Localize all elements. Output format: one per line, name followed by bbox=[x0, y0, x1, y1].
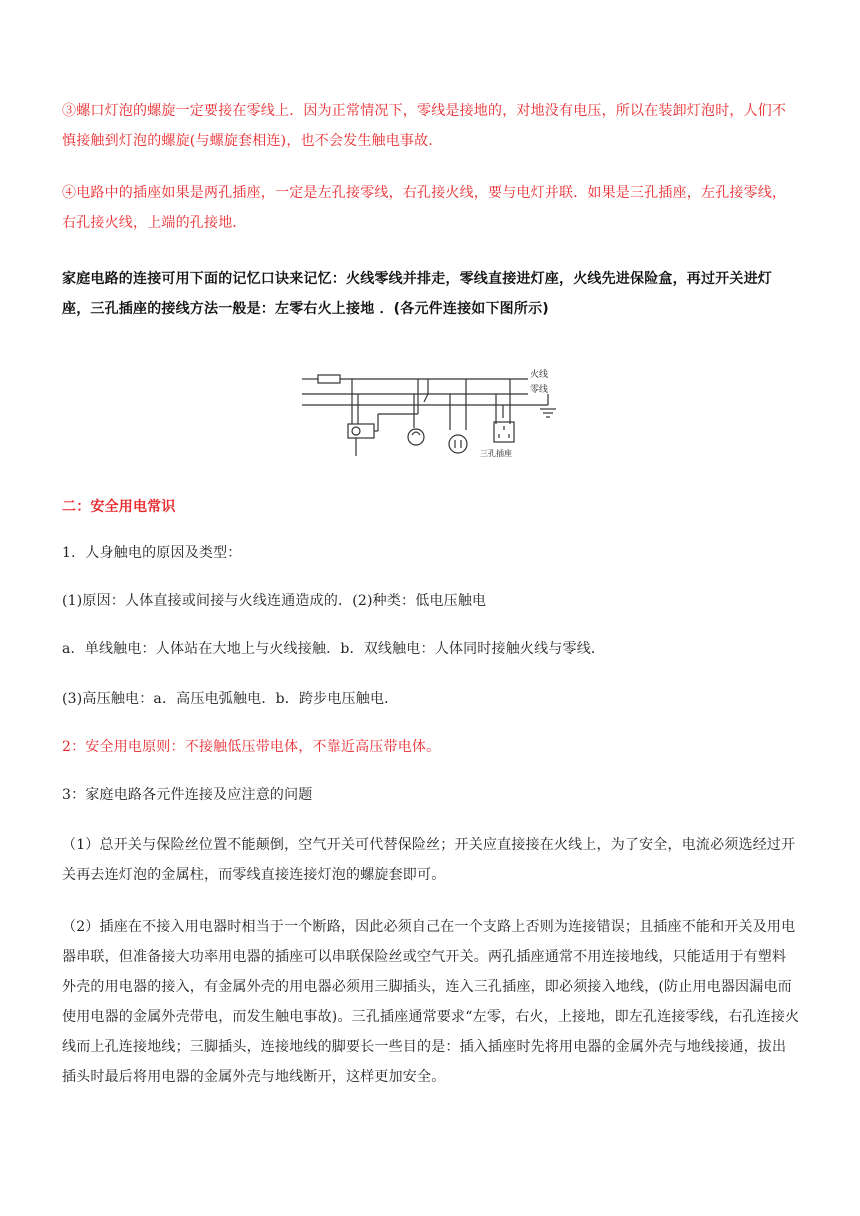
wiring-diagram-svg bbox=[300, 352, 560, 464]
item-3-title: 3：家庭电路各元件连接及应注意的问题 bbox=[62, 787, 313, 803]
item-1-line-2: a．单线触电：人体站在大地上与火线接触．b．双线触电：人体同时接触火线与零线． bbox=[62, 641, 606, 657]
socket-label: 三孔插座 bbox=[480, 449, 512, 458]
item-1-title: 1．人身触电的原因及类型： bbox=[62, 545, 242, 561]
live-wire-label: 火线 bbox=[530, 370, 549, 380]
item-3-paragraph-2: （2）插座在不接入用电器时相当于一个断路，因此必须自己在一个支路上否则为连接错误；且插座不能和开关及用电器串联，但准备接大功率用电器的插座可以串联保险丝或空气开关。两孔插座通常不用连接地线，只能适用于有塑料外壳的用电器的接入，有金属外壳的用电器必须用三脚插头，连入三孔插座，即必须接入地线，(防止用电器因漏电而使用电器的金属外壳带电，而发生触电事故)。三孔插座通常要求“左零，右火，上接地，即左孔连接零线，右孔连接火线而上孔连接地线；三脚插头，连接地线的脚要长一些目的是：插入插座时先将用电器的金属外壳与地线接通，拔出插头时最后将用电器的金属外壳与地线断开，这样更加安全。 bbox=[62, 919, 800, 1085]
point-3-paragraph: ③螺口灯泡的螺旋一定要接在零线上．因为正常情况下，零线是接地的，对地没有电压，所以在装卸灯泡时，人们不慎接触到灯泡的螺旋(与螺旋套相连)，也不会发生触电事故． bbox=[62, 103, 787, 149]
neutral-wire-label: 零线 bbox=[530, 385, 549, 395]
item-2-principle: 2：安全用电原则：不接触低压带电体，不靠近高压带电体。 bbox=[62, 739, 441, 755]
bulb-icon bbox=[408, 429, 424, 445]
two-hole-socket-icon bbox=[449, 435, 467, 453]
item-1-line-3: (3)高压触电：a．高压电弧触电．b．跨步电压触电． bbox=[62, 691, 399, 707]
fuse-icon bbox=[318, 375, 340, 383]
three-hole-socket-icon bbox=[494, 422, 514, 442]
item-1-line-1: (1)原因：人体直接或间接与火线连通造成的．(2)种类：低电压触电 bbox=[62, 593, 487, 609]
wiring-diagram bbox=[300, 352, 560, 464]
item-3-paragraph-1: （1）总开关与保险丝位置不能颠倒，空气开关可代替保险丝；开关应直接接在火线上，为了安全，电流必须选经过开关再去连灯泡的金属柱，而零线直接连接灯泡的螺旋套即可。 bbox=[62, 837, 796, 883]
section-2-heading: 二：安全用电常识 bbox=[62, 499, 176, 515]
mnemonic-paragraph: 家庭电路的连接可用下面的记忆口诀来记忆：火线零线并排走，零线直接进灯座，火线先进保险盒，再过开关进灯座，三孔插座的接线方法一般是：左零右火上接地 ．(各元件连接如下图所示) bbox=[62, 271, 772, 317]
point-4-paragraph: ④电路中的插座如果是两孔插座，一定是左孔接零线，右孔接火线，要与电灯并联．如果是三孔插座，左孔接零线，右孔接火线，上端的孔接地． bbox=[62, 185, 787, 231]
